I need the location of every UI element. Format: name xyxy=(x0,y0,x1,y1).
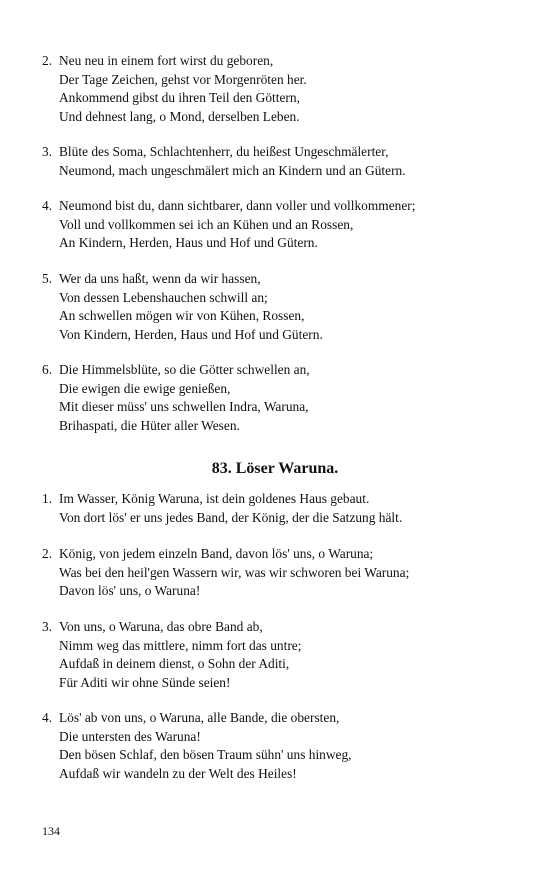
verse-line: Mit dieser müss' uns schwellen Indra, Waruna, xyxy=(59,399,309,415)
stanza-83-4 xyxy=(42,709,512,783)
stanza-number: 5. xyxy=(42,271,53,286)
poem-heading: 83. Löser Waruna. xyxy=(211,460,339,477)
verse-line: König, von jedem einzeln Band, davon lös' uns, o Waruna; xyxy=(59,546,374,561)
stanza-number: 2. xyxy=(42,53,53,68)
verse-line: An Kindern, Herden, Haus und Hof und Gütern. xyxy=(59,235,318,251)
stanza-82-4 xyxy=(42,197,512,253)
verse-line: Von dort lös' er uns jedes Band, der König, der die Satzung hält. xyxy=(59,509,403,525)
verse-line: Von Kindern, Herden, Haus und Hof und Gütern. xyxy=(59,326,323,342)
verse-line: Von dessen Lebenshauchen schwill an; xyxy=(59,289,268,305)
verse-line: Im Wasser, König Waruna, ist dein goldenes Haus gebaut. xyxy=(59,491,370,506)
verse-line: Wer da uns haßt, wenn da wir hassen, xyxy=(59,271,261,286)
verse-line: Von uns, o Waruna, das obre Band ab, xyxy=(59,619,263,634)
verse-line: Neumond, mach ungeschmälert mich an Kindern und an Gütern. xyxy=(59,162,406,178)
verse-line: Aufdaß in deinem dienst, o Sohn der Aditi, xyxy=(59,656,290,672)
verse-line: Neumond bist du, dann sichtbarer, dann voller und vollkommener; xyxy=(59,198,416,213)
verse-line: An schwellen mögen wir von Kühen, Rossen, xyxy=(59,308,305,324)
stanza-82-6 xyxy=(42,361,512,435)
stanza-82-3 xyxy=(42,143,512,180)
stanza-82-5 xyxy=(42,270,512,344)
verse-line: Aufdaß wir wandeln zu der Welt des Heiles! xyxy=(59,765,297,781)
verse-line: Was bei den heil'gen Wassern wir, was wir schworen bei Waruna; xyxy=(59,564,410,580)
stanza-number: 4. xyxy=(42,198,53,213)
verse-line: Den bösen Schlaf, den bösen Traum sühn' uns hinweg, xyxy=(59,747,352,763)
stanza-number: 3. xyxy=(42,144,53,159)
verse-line: Die ewigen die ewige genießen, xyxy=(59,380,231,396)
stanza-82-2 xyxy=(42,52,512,126)
verse-line: Und dehnest lang, o Mond, derselben Leben. xyxy=(59,108,300,124)
verse-line: Die untersten des Waruna! xyxy=(59,728,201,744)
stanza-number: 6. xyxy=(42,362,53,377)
stanza-83-2 xyxy=(42,545,512,601)
verse-line: Für Aditi wir ohne Sünde seien! xyxy=(59,674,231,690)
verse-line: Brihaspati, die Hüter aller Wesen. xyxy=(59,417,240,433)
stanza-83-3 xyxy=(42,618,512,692)
stanza-number: 3. xyxy=(42,619,53,634)
stanza-number: 1. xyxy=(42,491,53,506)
verse-line: Neu neu in einem fort wirst du geboren, xyxy=(59,53,274,68)
stanza-83-1 xyxy=(42,490,512,527)
verse-line: Voll und vollkommen sei ich an Kühen und an Rossen, xyxy=(59,216,354,232)
stanza-number: 4. xyxy=(42,710,53,725)
verse-line: Die Himmelsblüte, so die Götter schwellen an, xyxy=(59,362,310,377)
verse-line: Davon lös' uns, o Waruna! xyxy=(59,583,201,599)
stanza-number: 2. xyxy=(42,546,53,561)
verse-line: Nimm weg das mittlere, nimm fort das untre; xyxy=(59,637,302,653)
verse-line: Blüte des Soma, Schlachtenherr, du heißest Ungeschmälerter, xyxy=(59,144,389,159)
page-number: 134 xyxy=(42,824,60,838)
verse-line: Ankommend gibst du ihren Teil den Göttern, xyxy=(59,90,300,106)
verse-line: Lös' ab von uns, o Waruna, alle Bande, die obersten, xyxy=(59,710,340,725)
verse-line: Der Tage Zeichen, gehst vor Morgenröten her. xyxy=(59,71,307,87)
